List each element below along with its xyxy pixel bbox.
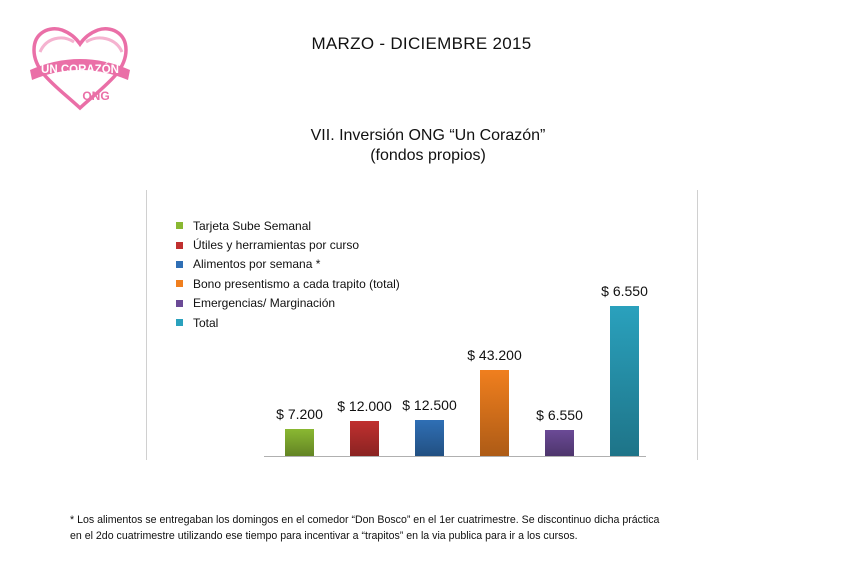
bar-3: [415, 420, 444, 456]
legend-item-2: [176, 235, 400, 254]
legend-item-5: [176, 294, 400, 313]
logo-text-top: UN CORAZÓN: [41, 64, 119, 76]
data-label-6: $ 6.550: [601, 283, 648, 299]
legend-label-4: Bono presentismo a cada trapito (total): [193, 276, 400, 291]
bar-2: [350, 421, 379, 456]
legend-swatch-3: [176, 261, 183, 268]
chart-legend: [176, 216, 400, 332]
legend-item-4: [176, 274, 400, 293]
bar-4: [480, 370, 509, 456]
data-label-2: $ 12.000: [337, 398, 392, 414]
legend-label-6: Total: [193, 315, 219, 330]
legend-label-3: Alimentos por semana *: [193, 257, 321, 272]
legend-swatch-5: [176, 300, 183, 307]
chart-subtitle: (fondos propios): [370, 147, 486, 164]
data-label-5: $ 6.550: [536, 407, 583, 423]
legend-item-3: [176, 255, 400, 274]
bar-5: [545, 430, 574, 456]
legend-swatch-6: [176, 319, 183, 326]
bar-6: [610, 306, 639, 456]
legend-swatch-4: [176, 280, 183, 287]
logo-text-bottom: ONG: [82, 89, 110, 103]
legend-label-5: Emergencias/ Marginación: [193, 296, 336, 311]
data-label-3: $ 12.500: [402, 397, 457, 413]
footnote-line-1: * Los alimentos se entregaban los domingos en el comedor “Don Bosco” en el 1er cuatrimestre. Se discontinuo dicha práctica: [70, 514, 660, 526]
legend-label-2: Útiles y herramientas por curso: [193, 238, 360, 253]
footnote: [70, 512, 790, 544]
page-title: MARZO - DICIEMBRE 2015: [311, 34, 532, 53]
data-label-4: $ 43.200: [467, 347, 522, 363]
legend-label-1: Tarjeta Sube Semanal: [193, 218, 312, 233]
legend-item-1: [176, 216, 400, 235]
legend-swatch-2: [176, 242, 183, 249]
data-label-1: $ 7.200: [276, 406, 323, 422]
footnote-line-2: en el 2do cuatrimestre utilizando ese tiempo para incentivar a “trapitos” en la via publica para ir a los cursos.: [70, 530, 578, 542]
legend-swatch-1: [176, 222, 183, 229]
legend-item-6: [176, 313, 400, 332]
bar-1: [285, 429, 314, 456]
chart-title: VII. Inversión ONG “Un Corazón”: [310, 127, 546, 144]
